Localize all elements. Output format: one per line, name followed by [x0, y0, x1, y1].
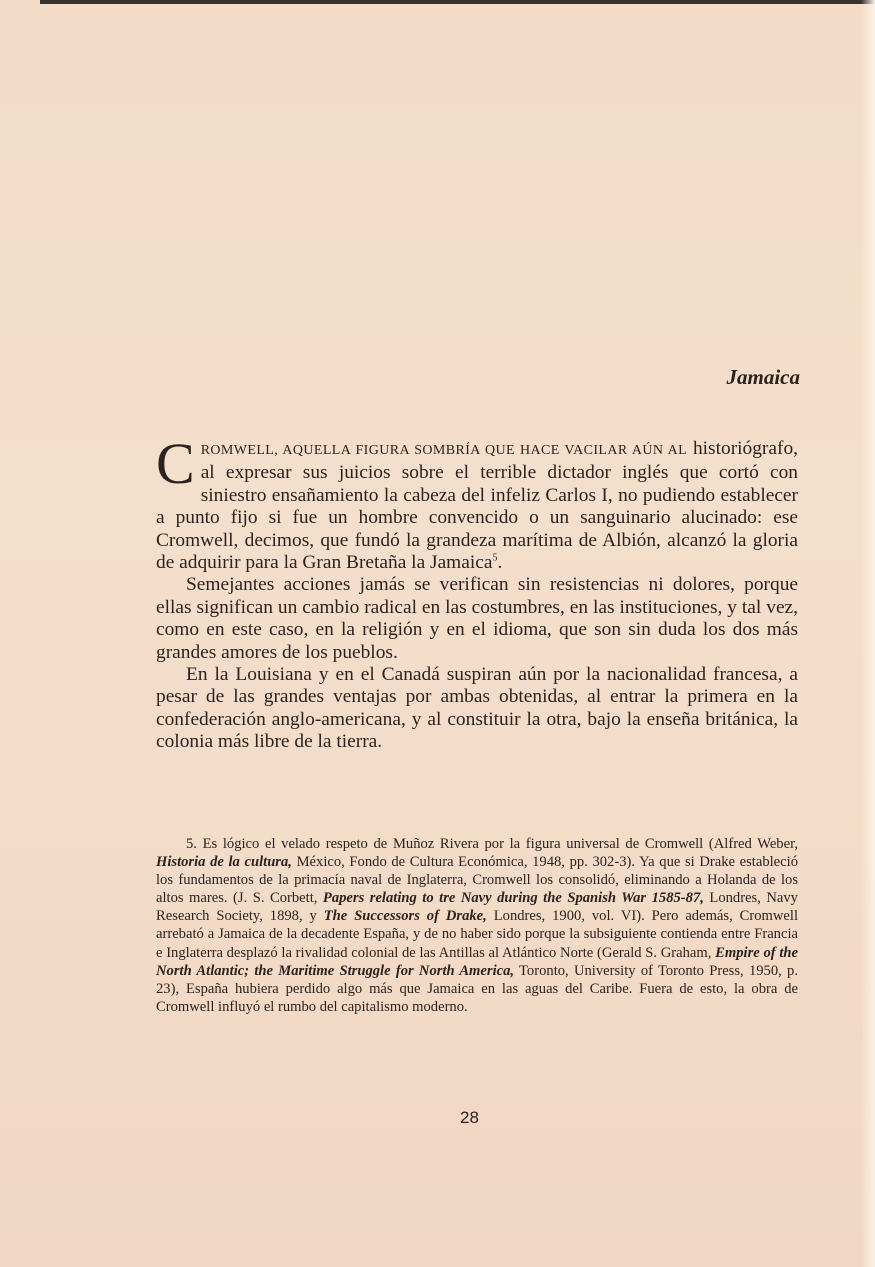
- footnote-text: Londres, Navy Research Society, 1898, y: [156, 890, 798, 925]
- paragraph-3: En la Louisiana y en el Canadá suspiran aún por la nacionalidad francesa, a pesar de las grandes ventajas por ambas obtenidas, al entrar la primera en la confederación anglo-americana, y al constituir la otra, bajo la enseña británica, la colonia más libre de la tierra.: [156, 664, 798, 753]
- section-title: Jamaica: [726, 365, 800, 389]
- footnote-text: México, Fondo de Cultura Económica, 1948, pp. 302-3). Ya que si Drake estableció los fundamentos de la primacía naval de Inglaterra, Cromwell los consolidó, eliminando a Holanda de los altos mares. (J. S. Corbett,: [156, 854, 798, 907]
- paragraph-2: Semejantes acciones jamás se verifican sin resistencias ni dolores, porque ellas significan un cambio radical en las costumbres, en las instituciones, y tal vez, como en este caso, en la religión y en el idioma, que son sin duda los dos más grandes amores de los pueblos.: [156, 574, 798, 663]
- paragraph-1-end: .: [497, 552, 503, 574]
- drop-cap: C: [156, 431, 195, 496]
- footnote-title: Papers relating to tre Navy during the Spanish War 1585-87,: [322, 890, 704, 907]
- opening-smallcaps: ROMWELL, AQUELLA FIGURA SOMBRÍA QUE HACE VACILAR AÚN AL: [200, 443, 688, 458]
- main-text: [156, 431, 798, 754]
- footnote-title: Empire of the North Atlantic; the Maritime Struggle for North America,: [156, 944, 798, 979]
- footnote-reference: 5: [492, 552, 498, 564]
- paragraph-1-text: historiógrafo, al expresar sus juicios sobre el terrible dictador inglés que cortó con siniestro ensañamiento la cabeza del infeliz Carlos I, no pudiendo establecer a punto fijo si fue un hombre convencido o un sanguinario alucinado: ese Cromwell, decimos, que fundó la grandeza marítima de Albión, alcanzó la gloria de adquirir para la Gran Bretaña la Jamaica: [156, 438, 798, 574]
- top-edge-line: [40, 0, 875, 4]
- footnote-text: Londres, 1900, vol. VI). Pero además, Cromwell arrebató a Jamaica de la decadente España, y de no haber sido porque la subsiguiente contienda entre Francia e Inglaterra desplazó la rivalidad colonial de las Antillas al Atlántico Norte (Gerald S. Graham,: [156, 908, 799, 961]
- footnote-title: Historia de la cultura,: [156, 854, 292, 871]
- page-number: 28: [460, 1108, 479, 1127]
- footnote-text: Toronto, University of Toronto Press, 1950, p. 23), España hubiera perdido algo más que Jamaica en las aguas del Caribe. Fuera de esto, la obra de Cromwell influyó el rumbo del capitalismo moderno.: [156, 962, 798, 1015]
- footnote-title: The Successors of Drake,: [323, 908, 487, 925]
- footnote-text: 5. Es lógico el velado respeto de Muñoz Rivera por la figura universal de Cromwell (Alfred Weber,: [186, 836, 798, 852]
- footnote-5: [156, 835, 798, 1016]
- paragraph-1: [156, 431, 798, 574]
